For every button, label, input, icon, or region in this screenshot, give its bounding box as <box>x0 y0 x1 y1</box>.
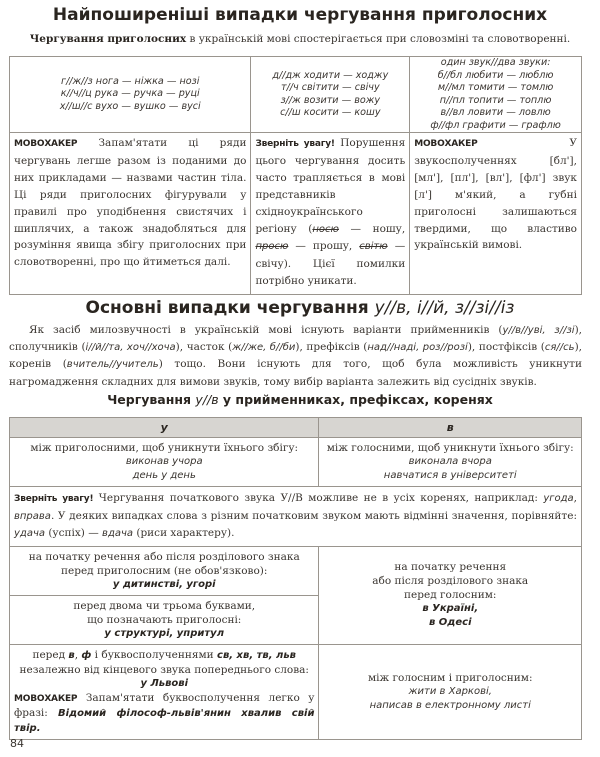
paragraph-text: ) тощо. Вони існують для того, щоб була можливість уникнути нагромадження складних для вимови звуків, тому вибір варіанта залежить від сусідніх звуків. <box>9 358 582 388</box>
rule-u-before-consonant-clusters: перед двома чи трьома буквами, що позначають приголосні: у структурі, упритул <box>10 595 319 644</box>
rule-u-sentence-start: на початку речення або після розділового знака перед приголосним (не обов'язково): у дитинстві, угорі <box>10 546 319 595</box>
rule-v-vowel-consonant: між голосним і приголосним: жити в Харкові, написав в електронному листі <box>319 644 582 739</box>
paragraph-text: ), префіксів ( <box>295 341 368 354</box>
movokhaker-tag: МОВОХАКЕР <box>414 139 478 149</box>
movokhaker-tag: МОВОХАКЕР <box>14 693 78 704</box>
paragraph-text: ), постфіксів ( <box>467 341 545 354</box>
examples-cell-d-t-z-s: д//дж ходити — ходжу т//ч світити — свічу з//ж возити — вожу с//ш косити — кошу <box>251 57 410 133</box>
intro-text: Чергування приголосних в українській мові спостерігається при словозміні та словотворенні. <box>29 33 571 45</box>
movokhaker-tag: МОВОХАКЕР <box>14 139 78 149</box>
euphony-paragraph <box>9 322 582 391</box>
u-v-alternation-table <box>9 417 582 740</box>
example-form: і//й//та, хоч//хоча <box>85 342 176 354</box>
paragraph-text: ), коренів ( <box>9 341 582 371</box>
example-form: у//в//уві, з//зі <box>502 325 575 336</box>
rule-v-between-vowels: між голосними, щоб уникнути їхнього збігу: виконала вчора навчатися в університеті <box>319 438 582 487</box>
example-form: ся//сь <box>544 342 575 354</box>
paragraph-text: ), часток ( <box>175 341 233 354</box>
attention-note-2: Зверніть увагу! Чергування початкового звука У//В можливе не в усіх коренях, наприклад: угода, вправа. У деяких випадках слова з різним початковим звуком мають відмінні значення, порівняйте: удача (успіх) — вдача (риси характеру). <box>10 487 582 547</box>
section-title-u-v-i-y-z: Основні випадки чергування у//в, і//й, з//зі//із <box>85 298 515 318</box>
intro-term: Чергування приголосних <box>29 33 187 45</box>
paragraph-text: Як засіб милозвучності в українській мові існують варіанти прийменників ( <box>29 324 503 336</box>
movokhaker-note-2: МОВОХАКЕР У звукосполученнях [бл'], [мл'], [пл'], [вл'], [фл'] звук [л'] м'який, а губні приголосні залишаються твердими, що властиво українській вимові. <box>410 133 582 295</box>
example-form: над//наді, роз//розі <box>367 342 468 354</box>
paragraph-text: ), сполучників ( <box>9 324 582 354</box>
examples-cell-g-k-kh: г//ж//з нога — ніжка — нозі к//ч//ц рука — ручка — руці х//ш//с вухо — вушко — вусі <box>10 57 251 133</box>
attention-note-1: Зверніть увагу! Порушення цього чергування досить часто трапляється в мові представників східноукраїнського регіону (носю — ношу, просю — прошу, світю — свічу). Цієї помилки потрібно уникати. <box>251 133 410 295</box>
attention-tag: Зверніть увагу! <box>14 494 94 504</box>
column-header-u: у <box>10 418 319 438</box>
movokhaker-note-1: МОВОХАКЕР Запам'ятати ці ряди чергувань легше разом із поданими до них прикладами — назвами частин тіла. Ці ряди приголосних фігурували у правилі про уподібнення свистячих і шиплячих, а також знадобляться для розуміння явища збігу приголосних при словотворенні, про що йтиметься далі. <box>10 133 251 295</box>
consonant-alternation-table <box>9 56 582 295</box>
example-form: вчитель//учитель <box>66 359 159 371</box>
rule-u-before-v-f: перед в, ф і буквосполученнями св, хв, тв, льв незалежно від кінцевого звука попереднього слова: у Львові МОВОХАКЕР Запам'ятати буквосполучення легко у фразі: Відомий філософ-львів'янин хвалив свій твір. <box>10 644 319 739</box>
rule-v-sentence-start: на початку речення або після розділового знака перед голосним: в Україні, в Одесі <box>319 546 582 644</box>
page-number: 84 <box>10 737 24 750</box>
rule-u-between-consonants: між приголосними, щоб уникнути їхнього збігу: виконав учора день у день <box>10 438 319 487</box>
examples-cell-labials: один звук//два звуки: б//бл любити — люблю м//мл томити — томлю п//пл топити — топлю в//вл ловити — ловлю ф//фл графити — графлю <box>410 57 582 133</box>
attention-tag: Зверніть увагу! <box>255 139 335 149</box>
column-header-v: в <box>319 418 582 438</box>
example-form: ж//же, б//би <box>232 342 296 354</box>
subsection-title-u-v: Чергування у//в у прийменниках, префіксах, коренях <box>107 392 493 407</box>
movokhaker-note-3: МОВОХАКЕР Запам'ятати буквосполучення легко у фразі: Відомий філософ-львів'янин хвалив свій твір. <box>14 691 315 734</box>
section-title-consonant-alternation: Найпоширеніші випадки чергування приголосних <box>52 5 548 25</box>
